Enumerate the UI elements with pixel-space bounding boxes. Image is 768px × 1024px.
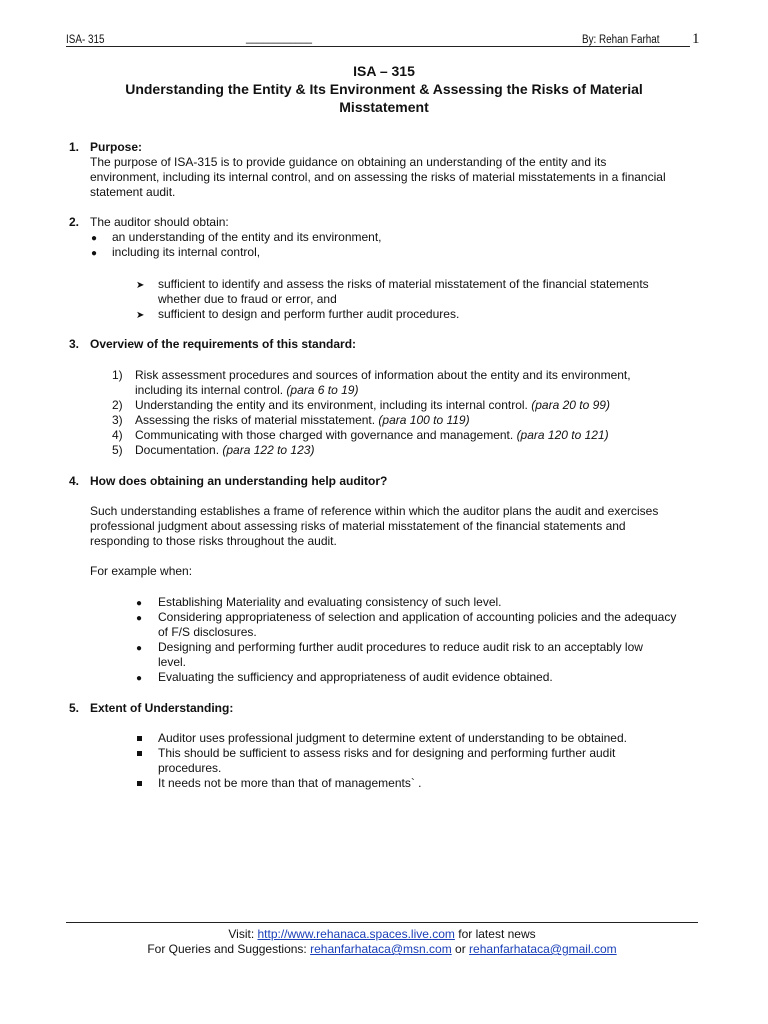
list-item: an understanding of the entity and its environment, xyxy=(112,230,382,244)
list-number: 1) xyxy=(112,368,123,382)
section-4-text: responding to those risks throughout the audit. xyxy=(90,534,337,548)
list-item: Considering appropriateness of selection and application of accounting policies and the adequacy xyxy=(158,610,677,624)
page-title: ISA – 315 xyxy=(353,63,415,79)
list-item: Documentation. (para 122 to 123) xyxy=(135,443,315,457)
list-number: 3) xyxy=(112,413,123,427)
section-5-number: 5. xyxy=(69,701,80,715)
list-item: Evaluating the sufficiency and appropriateness of audit evidence obtained. xyxy=(158,670,553,684)
paragraph-reference: (para 20 to 99) xyxy=(531,398,610,412)
footer-queries-label: For Queries and Suggestions: xyxy=(147,942,311,956)
page-subtitle-line1: Understanding the Entity & Its Environment & Assessing the Risks of Material xyxy=(125,81,643,97)
list-number: 4) xyxy=(112,428,123,442)
square-bullet-icon xyxy=(137,781,142,786)
header-author: By: Rehan Farhat xyxy=(582,34,660,46)
header-doc-code: ISA- 315 xyxy=(66,34,105,46)
header-divider xyxy=(66,46,690,47)
email-link-gmail[interactable]: rehanfarhataca@gmail.com xyxy=(469,942,617,956)
section-1-number: 1. xyxy=(69,140,80,154)
footer-divider xyxy=(66,922,698,923)
section-5-heading: Extent of Understanding: xyxy=(90,701,234,715)
bullet-icon: ● xyxy=(136,598,143,609)
footer-visit-label: Visit: xyxy=(228,927,258,941)
email-link-msn[interactable]: rehanfarhataca@msn.com xyxy=(310,942,452,956)
footer-or: or xyxy=(451,942,470,956)
footer-visit-line xyxy=(66,927,698,942)
section-1-text: statement audit. xyxy=(90,185,176,199)
list-number: 2) xyxy=(112,398,123,412)
list-item: It needs not be more than that of managements` . xyxy=(158,776,422,790)
website-link[interactable]: http://www.rehanaca.spaces.live.com xyxy=(257,927,455,941)
list-item: procedures. xyxy=(158,761,222,775)
bullet-icon: ● xyxy=(136,673,143,684)
list-number: 5) xyxy=(112,443,123,457)
section-3-heading: Overview of the requirements of this standard: xyxy=(90,337,357,351)
list-item: Risk assessment procedures and sources of information about the entity and its environment, xyxy=(135,368,631,382)
list-item: whether due to fraud or error, and xyxy=(158,292,337,306)
page-subtitle-line2: Misstatement xyxy=(339,99,429,115)
list-item: Understanding the entity and its environment, including its internal control. (para 20 to 99) xyxy=(135,398,610,412)
list-item: including its internal control, xyxy=(112,245,261,259)
header-blank-line: ____________ xyxy=(246,32,313,44)
list-item: sufficient to design and perform further audit procedures. xyxy=(158,307,460,321)
arrow-bullet-icon: ➤ xyxy=(136,280,145,291)
section-1-heading: Purpose: xyxy=(90,140,143,154)
list-item: level. xyxy=(158,655,187,669)
paragraph-reference: (para 122 to 123) xyxy=(222,443,315,457)
bullet-icon: ● xyxy=(91,248,98,259)
paragraph-reference: (para 120 to 121) xyxy=(516,428,609,442)
section-4-example-intro: For example when: xyxy=(90,564,193,578)
list-item: Communicating with those charged with governance and management. (para 120 to 121) xyxy=(135,428,609,442)
section-3-number: 3. xyxy=(69,337,80,351)
section-1-text: The purpose of ISA-315 is to provide guidance on obtaining an understanding of the entity and its xyxy=(90,155,607,169)
square-bullet-icon xyxy=(137,736,142,741)
list-item: of F/S disclosures. xyxy=(158,625,257,639)
section-2-number: 2. xyxy=(69,215,80,229)
footer-contact-line xyxy=(66,942,698,957)
footer-visit-tail: for latest news xyxy=(454,927,536,941)
page-number: 1 xyxy=(692,31,700,47)
paragraph-reference: (para 6 to 19) xyxy=(286,383,359,397)
bullet-icon: ● xyxy=(136,613,143,624)
list-item: This should be sufficient to assess risks and for designing and performing further audit xyxy=(158,746,616,760)
list-item: including its internal control. (para 6 to 19) xyxy=(135,383,359,397)
section-4-number: 4. xyxy=(69,474,80,488)
bullet-icon: ● xyxy=(91,233,98,244)
list-item: Designing and performing further audit procedures to reduce audit risk to an acceptably low xyxy=(158,640,643,654)
paragraph-reference: (para 100 to 119) xyxy=(378,413,470,427)
square-bullet-icon xyxy=(137,751,142,756)
section-4-text: professional judgment about assessing risks of material misstatement of the financial statements and xyxy=(90,519,626,533)
list-item: Auditor uses professional judgment to determine extent of understanding to be obtained. xyxy=(158,731,627,745)
section-2-intro: The auditor should obtain: xyxy=(90,215,229,229)
section-4-heading: How does obtaining an understanding help auditor? xyxy=(90,474,388,488)
section-4-text: Such understanding establishes a frame of reference within which the auditor plans the audit and exercises xyxy=(90,504,659,518)
list-item: sufficient to identify and assess the risks of material misstatement of the financial statements xyxy=(158,277,649,291)
list-item: Assessing the risks of material misstatement. (para 100 to 119) xyxy=(135,413,470,427)
section-1-text: environment, including its internal control, and on assessing the risks of material misstatements in a financial xyxy=(90,170,666,184)
bullet-icon: ● xyxy=(136,643,143,654)
list-item: Establishing Materiality and evaluating consistency of such level. xyxy=(158,595,502,609)
arrow-bullet-icon: ➤ xyxy=(136,310,145,321)
